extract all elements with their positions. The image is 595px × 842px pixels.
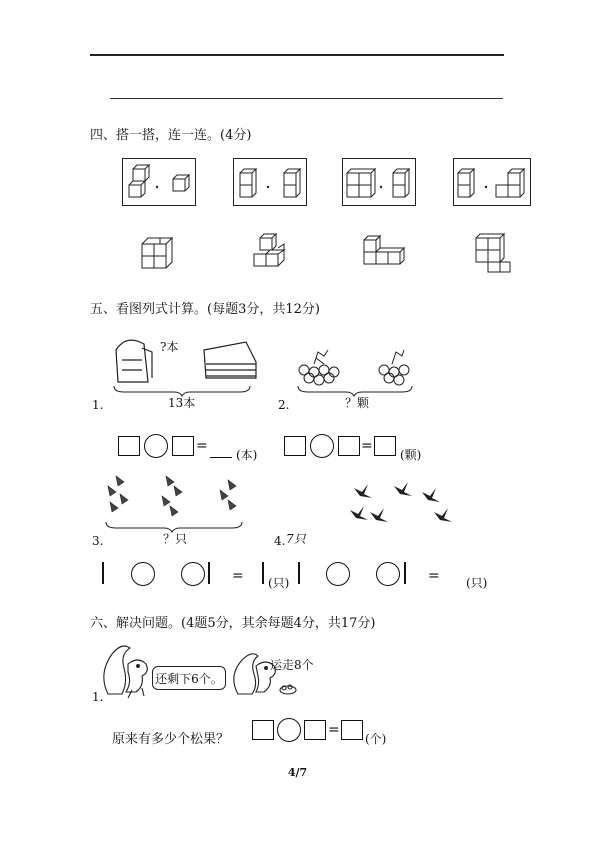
q1-number: 1. [92,398,104,412]
q4-unit: (只) [466,576,488,590]
q1-answer-box-1[interactable] [118,436,140,456]
q2-answer-box-2[interactable] [338,436,360,456]
q2-answer-box-3[interactable] [374,436,396,456]
q1-unit: (本) [236,448,258,462]
q3-operator-circle-2[interactable] [181,562,205,586]
q3-operator-circle-1[interactable] [131,562,155,586]
section6-title: 六、解决问题。(4题5分，其余每题4分，共17分) [90,616,376,631]
cube-pair-2[interactable] [233,158,307,206]
cube-pair-1[interactable] [122,158,196,206]
q3-answer-box-3[interactable] [262,562,264,584]
q1-result-line[interactable] [210,457,232,458]
grapes-image [296,346,416,386]
bubble1-text: 还剩下6个。 [155,671,223,686]
cube-shape-b[interactable] [252,232,296,268]
header-rule-top [90,54,504,56]
s6-q1-number: 1. [92,690,104,704]
cube-pair-3[interactable] [342,158,416,206]
cube-shape-d[interactable] [474,232,518,272]
q1-total-label: 13本 [168,396,196,410]
s6-unit: (个) [365,732,387,746]
q4-number: 4. [274,534,286,548]
section5-title: 五、看图列式计算。(每题3分，共12分) [90,302,320,317]
cube-icon [123,159,195,205]
cube-icon [454,159,530,205]
s6-equals: = [328,722,340,738]
q4-answer-box-2[interactable] [404,562,406,584]
q2-operator-circle[interactable] [310,434,334,458]
backpack-books-image [112,330,260,386]
q1-equals: = [196,438,208,454]
q3-total-label: ？只 [163,532,188,546]
q3-answer-box-2[interactable] [208,562,210,584]
cube-shape-c[interactable] [362,232,406,268]
header-rule-bottom [110,98,503,99]
swallows-image [348,478,458,528]
cube-pair-4[interactable] [453,158,531,206]
cube-icon [234,159,306,205]
speech-bubble-1 [152,666,226,690]
page-number: 4/7 [287,766,308,779]
section4-title: 四、搭一搭，连一连。(4分) [90,128,252,143]
s6-answer-box-2[interactable] [304,720,326,740]
q2-number: 2. [278,398,290,412]
q3-answer-box-1[interactable] [102,562,104,584]
s6-operator-circle[interactable] [277,718,301,742]
q4-answer-box-1[interactable] [298,562,300,584]
birds-groups-image [100,472,250,522]
q4-operator-circle-1[interactable] [326,562,350,586]
cube-icon [343,159,415,205]
q2-unit: (颗) [400,448,422,462]
q3-unit: (只) [268,576,290,590]
s6-q1-question: 原来有多少个松果？ [112,732,230,747]
q2-total-label: ？颗 [345,396,370,410]
cube-shape-a[interactable] [140,232,184,268]
q1-operator-circle[interactable] [144,434,168,458]
q3-number: 3. [92,534,104,548]
q3-equals: = [232,568,244,584]
q1-answer-box-2[interactable] [172,436,194,456]
s6-answer-line[interactable] [304,739,326,740]
q4-operator-circle-2[interactable] [376,562,400,586]
q4-label: 7只 [286,532,306,546]
bubble2-text: 运走8个 [270,658,314,672]
q1-question-label: ?本 [160,340,179,354]
q2-answer-box-1[interactable] [284,436,306,456]
q2-equals: = [361,438,373,454]
s6-answer-box-1[interactable] [252,720,274,740]
s6-answer-box-3[interactable] [341,720,363,740]
q4-equals: = [428,568,440,584]
squirrel-left-image [98,642,154,700]
